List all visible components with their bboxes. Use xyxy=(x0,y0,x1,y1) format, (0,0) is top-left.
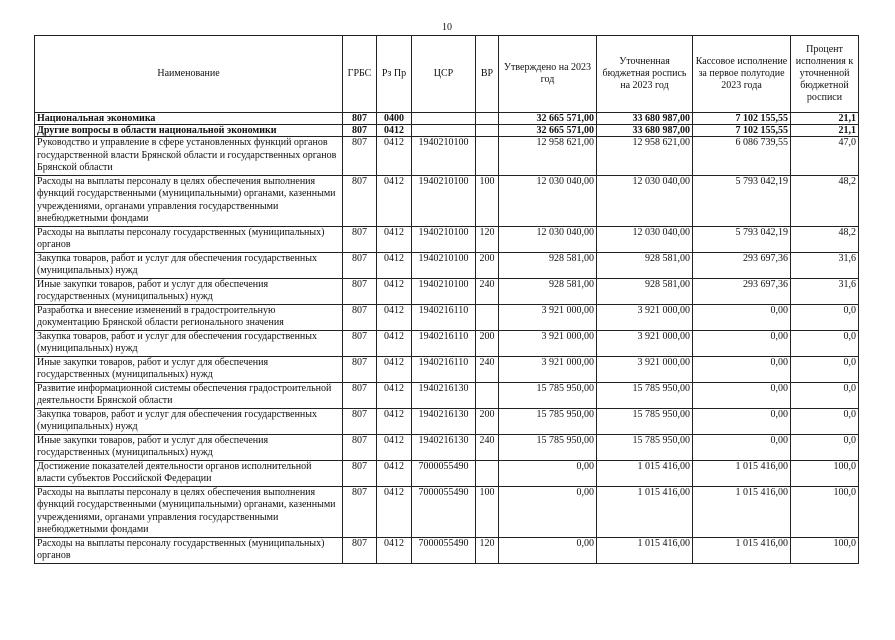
cell-csr: 1940216130 xyxy=(412,408,476,434)
cell-name: Достижение показателей деятельности органов исполнительной власти субъектов Российской Федерации xyxy=(35,460,343,486)
cell-name: Закупка товаров, работ и услуг для обеспечения государственных (муниципальных) нужд xyxy=(35,252,343,278)
cell-name: Другие вопросы в области национальной экономики xyxy=(35,125,343,137)
cell-rzpr: 0412 xyxy=(377,226,412,252)
page-number: 10 xyxy=(442,22,452,33)
table-row xyxy=(35,330,859,356)
cell-rzpr: 0412 xyxy=(377,408,412,434)
cell-refined: 1 015 416,00 xyxy=(597,537,693,563)
cell-vr xyxy=(476,382,499,408)
cell-percent: 21,1 xyxy=(791,113,859,125)
cell-executed: 5 793 042,19 xyxy=(693,175,791,226)
cell-percent: 31,6 xyxy=(791,278,859,304)
cell-grbs: 807 xyxy=(343,278,377,304)
cell-name: Развитие информационной системы обеспечения градостроительной деятельности Брянской области xyxy=(35,382,343,408)
cell-grbs: 807 xyxy=(343,537,377,563)
cell-csr: 7000055490 xyxy=(412,486,476,537)
table-row xyxy=(35,382,859,408)
header-refined: Уточненная бюджетная роспись на 2023 год xyxy=(597,36,693,113)
cell-percent: 48,2 xyxy=(791,175,859,226)
cell-grbs: 807 xyxy=(343,175,377,226)
table-row xyxy=(35,278,859,304)
cell-grbs: 807 xyxy=(343,460,377,486)
cell-approved: 928 581,00 xyxy=(499,278,597,304)
cell-rzpr: 0412 xyxy=(377,304,412,330)
cell-approved: 3 921 000,00 xyxy=(499,330,597,356)
cell-csr xyxy=(412,113,476,125)
cell-name: Разработка и внесение изменений в градостроительную документацию Брянской области регионального значения xyxy=(35,304,343,330)
table-row xyxy=(35,125,859,137)
cell-csr: 7000055490 xyxy=(412,537,476,563)
cell-percent: 100,0 xyxy=(791,537,859,563)
cell-refined: 3 921 000,00 xyxy=(597,330,693,356)
table-row xyxy=(35,175,859,226)
cell-rzpr: 0412 xyxy=(377,382,412,408)
cell-executed: 0,00 xyxy=(693,356,791,382)
cell-percent: 48,2 xyxy=(791,226,859,252)
table-row xyxy=(35,304,859,330)
cell-vr: 120 xyxy=(476,537,499,563)
cell-vr: 240 xyxy=(476,434,499,460)
cell-grbs: 807 xyxy=(343,226,377,252)
cell-approved: 0,00 xyxy=(499,460,597,486)
table-row xyxy=(35,537,859,563)
cell-approved: 0,00 xyxy=(499,486,597,537)
table-header-row xyxy=(35,36,859,113)
cell-rzpr: 0412 xyxy=(377,175,412,226)
cell-refined: 12 030 040,00 xyxy=(597,175,693,226)
cell-csr: 1940216130 xyxy=(412,434,476,460)
cell-percent: 100,0 xyxy=(791,486,859,537)
cell-executed: 293 697,36 xyxy=(693,278,791,304)
cell-refined: 3 921 000,00 xyxy=(597,356,693,382)
cell-approved: 3 921 000,00 xyxy=(499,356,597,382)
table-row xyxy=(35,137,859,176)
cell-csr: 1940216110 xyxy=(412,330,476,356)
table-row xyxy=(35,226,859,252)
cell-approved: 32 665 571,00 xyxy=(499,113,597,125)
cell-grbs: 807 xyxy=(343,113,377,125)
cell-refined: 15 785 950,00 xyxy=(597,434,693,460)
cell-rzpr: 0412 xyxy=(377,537,412,563)
cell-rzpr: 0412 xyxy=(377,137,412,176)
header-grbs: ГРБС xyxy=(343,36,377,113)
header-csr: ЦСР xyxy=(412,36,476,113)
cell-executed: 0,00 xyxy=(693,304,791,330)
cell-percent: 0,0 xyxy=(791,330,859,356)
cell-vr: 200 xyxy=(476,252,499,278)
cell-vr: 100 xyxy=(476,486,499,537)
cell-grbs: 807 xyxy=(343,434,377,460)
cell-executed: 7 102 155,55 xyxy=(693,113,791,125)
cell-executed: 0,00 xyxy=(693,408,791,434)
cell-executed: 1 015 416,00 xyxy=(693,486,791,537)
cell-refined: 928 581,00 xyxy=(597,252,693,278)
cell-approved: 32 665 571,00 xyxy=(499,125,597,137)
cell-csr: 1940210100 xyxy=(412,226,476,252)
cell-approved: 15 785 950,00 xyxy=(499,408,597,434)
cell-refined: 1 015 416,00 xyxy=(597,460,693,486)
cell-approved: 0,00 xyxy=(499,537,597,563)
cell-grbs: 807 xyxy=(343,382,377,408)
cell-csr: 1940210100 xyxy=(412,252,476,278)
cell-name: Закупка товаров, работ и услуг для обеспечения государственных (муниципальных) нужд xyxy=(35,330,343,356)
cell-percent: 100,0 xyxy=(791,460,859,486)
cell-grbs: 807 xyxy=(343,137,377,176)
cell-approved: 3 921 000,00 xyxy=(499,304,597,330)
cell-csr: 1940210100 xyxy=(412,278,476,304)
header-executed: Кассовое исполнение за первое полугодие 2023 года xyxy=(693,36,791,113)
cell-name: Иные закупки товаров, работ и услуг для обеспечения государственных (муниципальных) нужд xyxy=(35,434,343,460)
cell-name: Иные закупки товаров, работ и услуг для обеспечения государственных (муниципальных) нужд xyxy=(35,278,343,304)
cell-rzpr: 0412 xyxy=(377,330,412,356)
cell-approved: 15 785 950,00 xyxy=(499,382,597,408)
header-name: Наименование xyxy=(35,36,343,113)
cell-rzpr: 0412 xyxy=(377,278,412,304)
cell-name: Расходы на выплаты персоналу в целях обеспечения выполнения функций государственными (муниципальными) органами, казенными учреждениями, органами управления государственными внебюджетными фондами xyxy=(35,175,343,226)
cell-refined: 928 581,00 xyxy=(597,278,693,304)
cell-percent: 47,0 xyxy=(791,137,859,176)
cell-executed: 1 015 416,00 xyxy=(693,460,791,486)
cell-executed: 0,00 xyxy=(693,382,791,408)
cell-rzpr: 0412 xyxy=(377,252,412,278)
cell-vr: 100 xyxy=(476,175,499,226)
cell-rzpr: 0400 xyxy=(377,113,412,125)
cell-vr: 240 xyxy=(476,278,499,304)
header-rzpr: Рз Пр xyxy=(377,36,412,113)
cell-percent: 0,0 xyxy=(791,356,859,382)
cell-approved: 15 785 950,00 xyxy=(499,434,597,460)
table-row xyxy=(35,486,859,537)
table-row xyxy=(35,252,859,278)
cell-name: Национальная экономика xyxy=(35,113,343,125)
cell-name: Расходы на выплаты персоналу в целях обеспечения выполнения функций государственными (муниципальными) органами, казенными учреждениями, органами управления государственными внебюджетными фондами xyxy=(35,486,343,537)
cell-vr xyxy=(476,113,499,125)
cell-executed: 0,00 xyxy=(693,434,791,460)
table-body xyxy=(35,113,859,564)
cell-grbs: 807 xyxy=(343,125,377,137)
cell-csr: 1940210100 xyxy=(412,137,476,176)
cell-refined: 15 785 950,00 xyxy=(597,408,693,434)
cell-grbs: 807 xyxy=(343,486,377,537)
cell-refined: 3 921 000,00 xyxy=(597,304,693,330)
cell-approved: 12 030 040,00 xyxy=(499,226,597,252)
cell-csr: 1940216130 xyxy=(412,382,476,408)
cell-approved: 12 030 040,00 xyxy=(499,175,597,226)
cell-csr xyxy=(412,125,476,137)
cell-grbs: 807 xyxy=(343,408,377,434)
cell-grbs: 807 xyxy=(343,252,377,278)
cell-percent: 21,1 xyxy=(791,125,859,137)
cell-name: Расходы на выплаты персоналу государственных (муниципальных) органов xyxy=(35,537,343,563)
cell-refined: 1 015 416,00 xyxy=(597,486,693,537)
cell-csr: 1940216110 xyxy=(412,304,476,330)
cell-grbs: 807 xyxy=(343,330,377,356)
cell-executed: 6 086 739,55 xyxy=(693,137,791,176)
cell-percent: 0,0 xyxy=(791,434,859,460)
cell-refined: 15 785 950,00 xyxy=(597,382,693,408)
table-row xyxy=(35,113,859,125)
cell-rzpr: 0412 xyxy=(377,486,412,537)
cell-approved: 928 581,00 xyxy=(499,252,597,278)
cell-percent: 31,6 xyxy=(791,252,859,278)
cell-name: Закупка товаров, работ и услуг для обеспечения государственных (муниципальных) нужд xyxy=(35,408,343,434)
cell-name: Иные закупки товаров, работ и услуг для обеспечения государственных (муниципальных) нужд xyxy=(35,356,343,382)
cell-vr: 200 xyxy=(476,330,499,356)
cell-csr: 1940210100 xyxy=(412,175,476,226)
cell-vr xyxy=(476,125,499,137)
cell-vr: 200 xyxy=(476,408,499,434)
cell-grbs: 807 xyxy=(343,356,377,382)
cell-rzpr: 0412 xyxy=(377,460,412,486)
cell-refined: 12 958 621,00 xyxy=(597,137,693,176)
cell-vr xyxy=(476,460,499,486)
cell-executed: 0,00 xyxy=(693,330,791,356)
cell-refined: 33 680 987,00 xyxy=(597,125,693,137)
header-vr: ВР xyxy=(476,36,499,113)
cell-vr xyxy=(476,137,499,176)
cell-grbs: 807 xyxy=(343,304,377,330)
cell-executed: 5 793 042,19 xyxy=(693,226,791,252)
cell-percent: 0,0 xyxy=(791,304,859,330)
table-row xyxy=(35,408,859,434)
cell-executed: 293 697,36 xyxy=(693,252,791,278)
cell-vr: 120 xyxy=(476,226,499,252)
cell-rzpr: 0412 xyxy=(377,434,412,460)
table-row xyxy=(35,356,859,382)
cell-name: Расходы на выплаты персоналу государственных (муниципальных) органов xyxy=(35,226,343,252)
table-row xyxy=(35,460,859,486)
cell-refined: 33 680 987,00 xyxy=(597,113,693,125)
cell-name: Руководство и управление в сфере установленных функций органов государственной власти Брянской области и государственных органов Брянской области xyxy=(35,137,343,176)
header-approved: Утверждено на 2023 год xyxy=(499,36,597,113)
cell-csr: 1940216110 xyxy=(412,356,476,382)
cell-rzpr: 0412 xyxy=(377,125,412,137)
cell-percent: 0,0 xyxy=(791,382,859,408)
header-percent: Процент исполнения к уточненной бюджетной росписи xyxy=(791,36,859,113)
cell-approved: 12 958 621,00 xyxy=(499,137,597,176)
table-row xyxy=(35,434,859,460)
cell-rzpr: 0412 xyxy=(377,356,412,382)
cell-vr xyxy=(476,304,499,330)
cell-executed: 7 102 155,55 xyxy=(693,125,791,137)
cell-csr: 7000055490 xyxy=(412,460,476,486)
cell-percent: 0,0 xyxy=(791,408,859,434)
budget-execution-table xyxy=(34,35,859,564)
cell-vr: 240 xyxy=(476,356,499,382)
cell-refined: 12 030 040,00 xyxy=(597,226,693,252)
cell-executed: 1 015 416,00 xyxy=(693,537,791,563)
